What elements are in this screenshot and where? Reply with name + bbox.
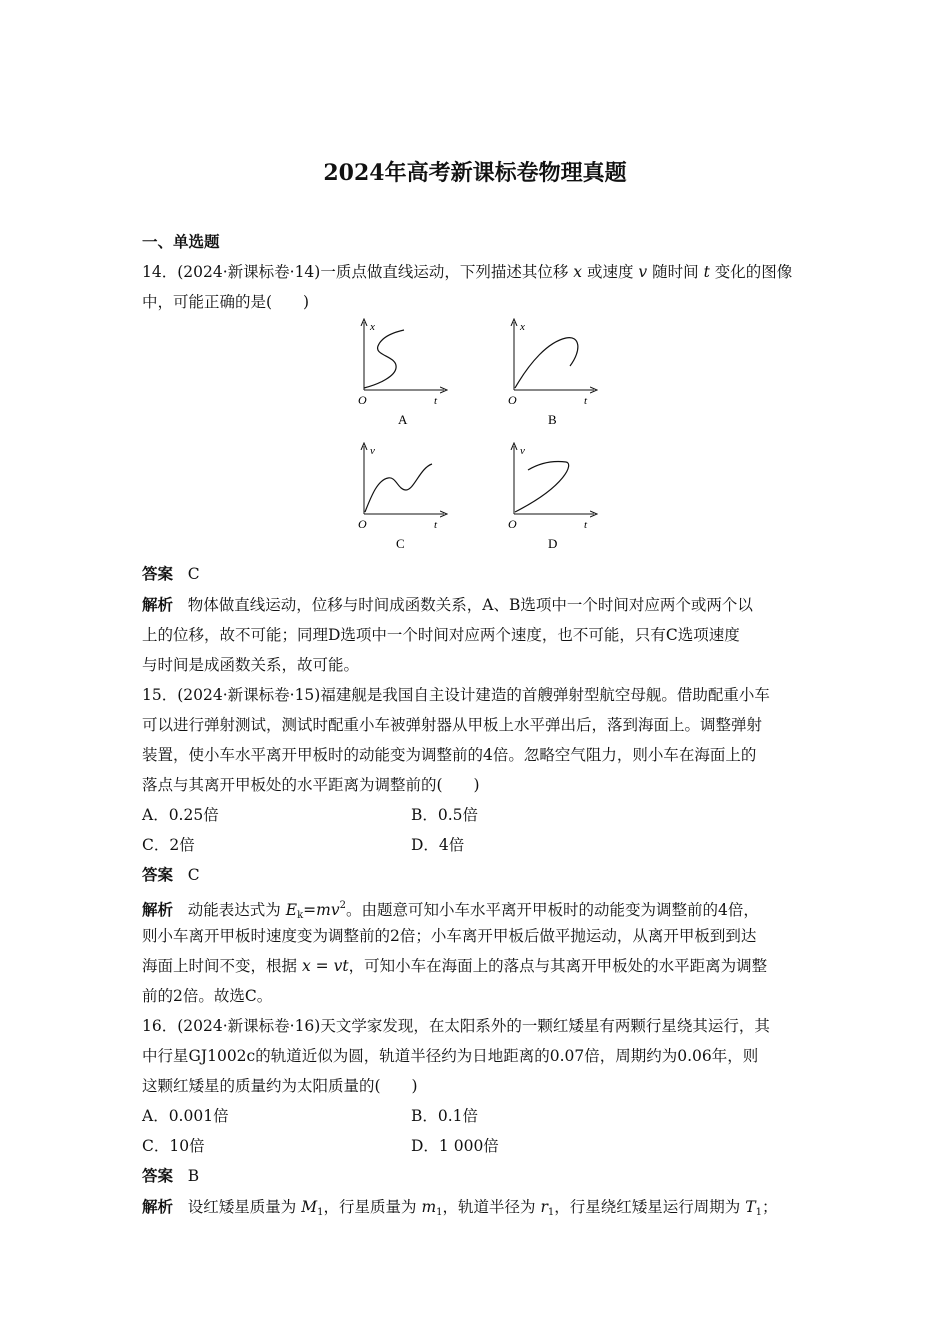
q15-option-b: B．0.5倍 — [411, 806, 479, 824]
graph-d-curve — [515, 461, 569, 512]
graph-d-label: D — [548, 536, 558, 551]
graph-d-axis-label: v — [520, 445, 525, 457]
q14-analysis-line1: 解析 物体做直线运动，位移与时间成函数关系，A、B选项中一个时间对应两个或两个以 — [142, 595, 753, 614]
q15-analysis-line1: 解析 动能表达式为 $E_k=mv^2$。由题意可知小车水平离开甲板时的动能变为调整前的4倍， — [142, 900, 759, 921]
graph-b-axis-label: x — [520, 321, 525, 333]
graph-a — [358, 321, 444, 427]
q16-option-d: D．1 000倍 — [411, 1137, 499, 1155]
section-heading: 一、单选题 — [142, 232, 220, 251]
q15-analysis-line3: 海面上时间不变，根据 x = vt，可知小车在海面上的落点与其离开甲板处的水平距离为调整 — [142, 957, 768, 975]
q15-analysis-line4: 前的2倍。故选C。 — [142, 987, 273, 1005]
q15-option-c: C．2倍 — [142, 836, 195, 854]
graph-c-label: C — [396, 536, 405, 551]
q14-analysis-line2: 上的位移，故不可能；同理D选项中一个时间对应两个速度，也不可能，只有C选项速度 — [142, 626, 740, 644]
q16-option-b: B．0.1倍 — [411, 1107, 479, 1125]
q14-analysis-line3: 与时间是成函数关系，故可能。 — [142, 656, 360, 674]
q15-option-a: A．0.25倍 — [142, 806, 219, 824]
q15-option-d: D．4倍 — [411, 836, 465, 854]
q16-analysis-line1: 解析 设红矮星质量为 $M_1$，行星质量为 $m_1$，轨道半径为 $r_1$，行星绕红矮星运行周期为 $T_1$； — [142, 1197, 778, 1218]
page-title: 2024年高考新课标卷物理真题 — [323, 160, 627, 186]
q16-stem-line2: 中行星GJ1002c的轨道近似为圆，轨道半径约为日地距离的0.07倍，周期约为0.06年，则 — [142, 1047, 759, 1065]
graph-d — [508, 445, 594, 551]
graph-c — [358, 445, 444, 551]
q14-stem-line2: 中，可能正确的是( ) — [142, 293, 310, 311]
graph-b-origin: O — [508, 393, 517, 407]
q16-stem-line1: 16．(2024·新课标卷·16)天文学家发现，在太阳系外的一颗红矮星有两颗行星绕其运行，其 — [142, 1017, 770, 1035]
graph-b — [508, 321, 594, 427]
q15-stem-line4: 落点与其离开甲板处的水平距离为调整前的( ) — [142, 776, 480, 794]
q16-option-a: A．0.001倍 — [142, 1107, 229, 1125]
graph-b-curve — [515, 338, 578, 388]
q14-answer: 答案 C — [142, 564, 200, 583]
graph-a-curve — [364, 330, 404, 388]
q15-analysis-line2: 则小车离开甲板时速度变为调整前的2倍；小车离开甲板后做平抛运动，从离开甲板到到达 — [142, 927, 757, 945]
q14-graphs — [340, 318, 620, 558]
graph-a-t: t — [434, 395, 438, 407]
q15-stem-line3: 装置，使小车水平离开甲板时的动能变为调整前的4倍。忽略空气阻力，则小车在海面上的 — [142, 746, 757, 764]
q16-stem-line3: 这颗红矮星的质量约为太阳质量的( ) — [142, 1077, 418, 1095]
graph-d-origin: O — [508, 517, 517, 531]
graph-c-t: t — [434, 519, 438, 531]
graph-b-t: t — [584, 395, 588, 407]
graph-b-label: B — [548, 412, 557, 427]
graph-c-origin: O — [358, 517, 367, 531]
graph-a-origin: O — [358, 393, 367, 407]
graph-a-label: A — [398, 412, 408, 427]
q16-answer: 答案 B — [142, 1166, 200, 1185]
q16-option-c: C．10倍 — [142, 1137, 205, 1155]
q14-stem-line1: 14．(2024·新课标卷·14)一质点做直线运动，下列描述其位移 x 或速度 v 随时间 t 变化的图像 — [142, 263, 793, 281]
graph-c-axis-label: v — [370, 445, 375, 457]
q15-stem-line1: 15．(2024·新课标卷·15)福建舰是我国自主设计建造的首艘弹射型航空母舰。借助配重小车 — [142, 686, 770, 704]
graph-c-curve — [365, 464, 432, 512]
q15-answer: 答案 C — [142, 865, 200, 884]
graph-a-axis-label: x — [370, 321, 375, 333]
graph-d-t: t — [584, 519, 588, 531]
q15-stem-line2: 可以进行弹射测试，测试时配重小车被弹射器从甲板上水平弹出后，落到海面上。调整弹射 — [142, 716, 763, 734]
